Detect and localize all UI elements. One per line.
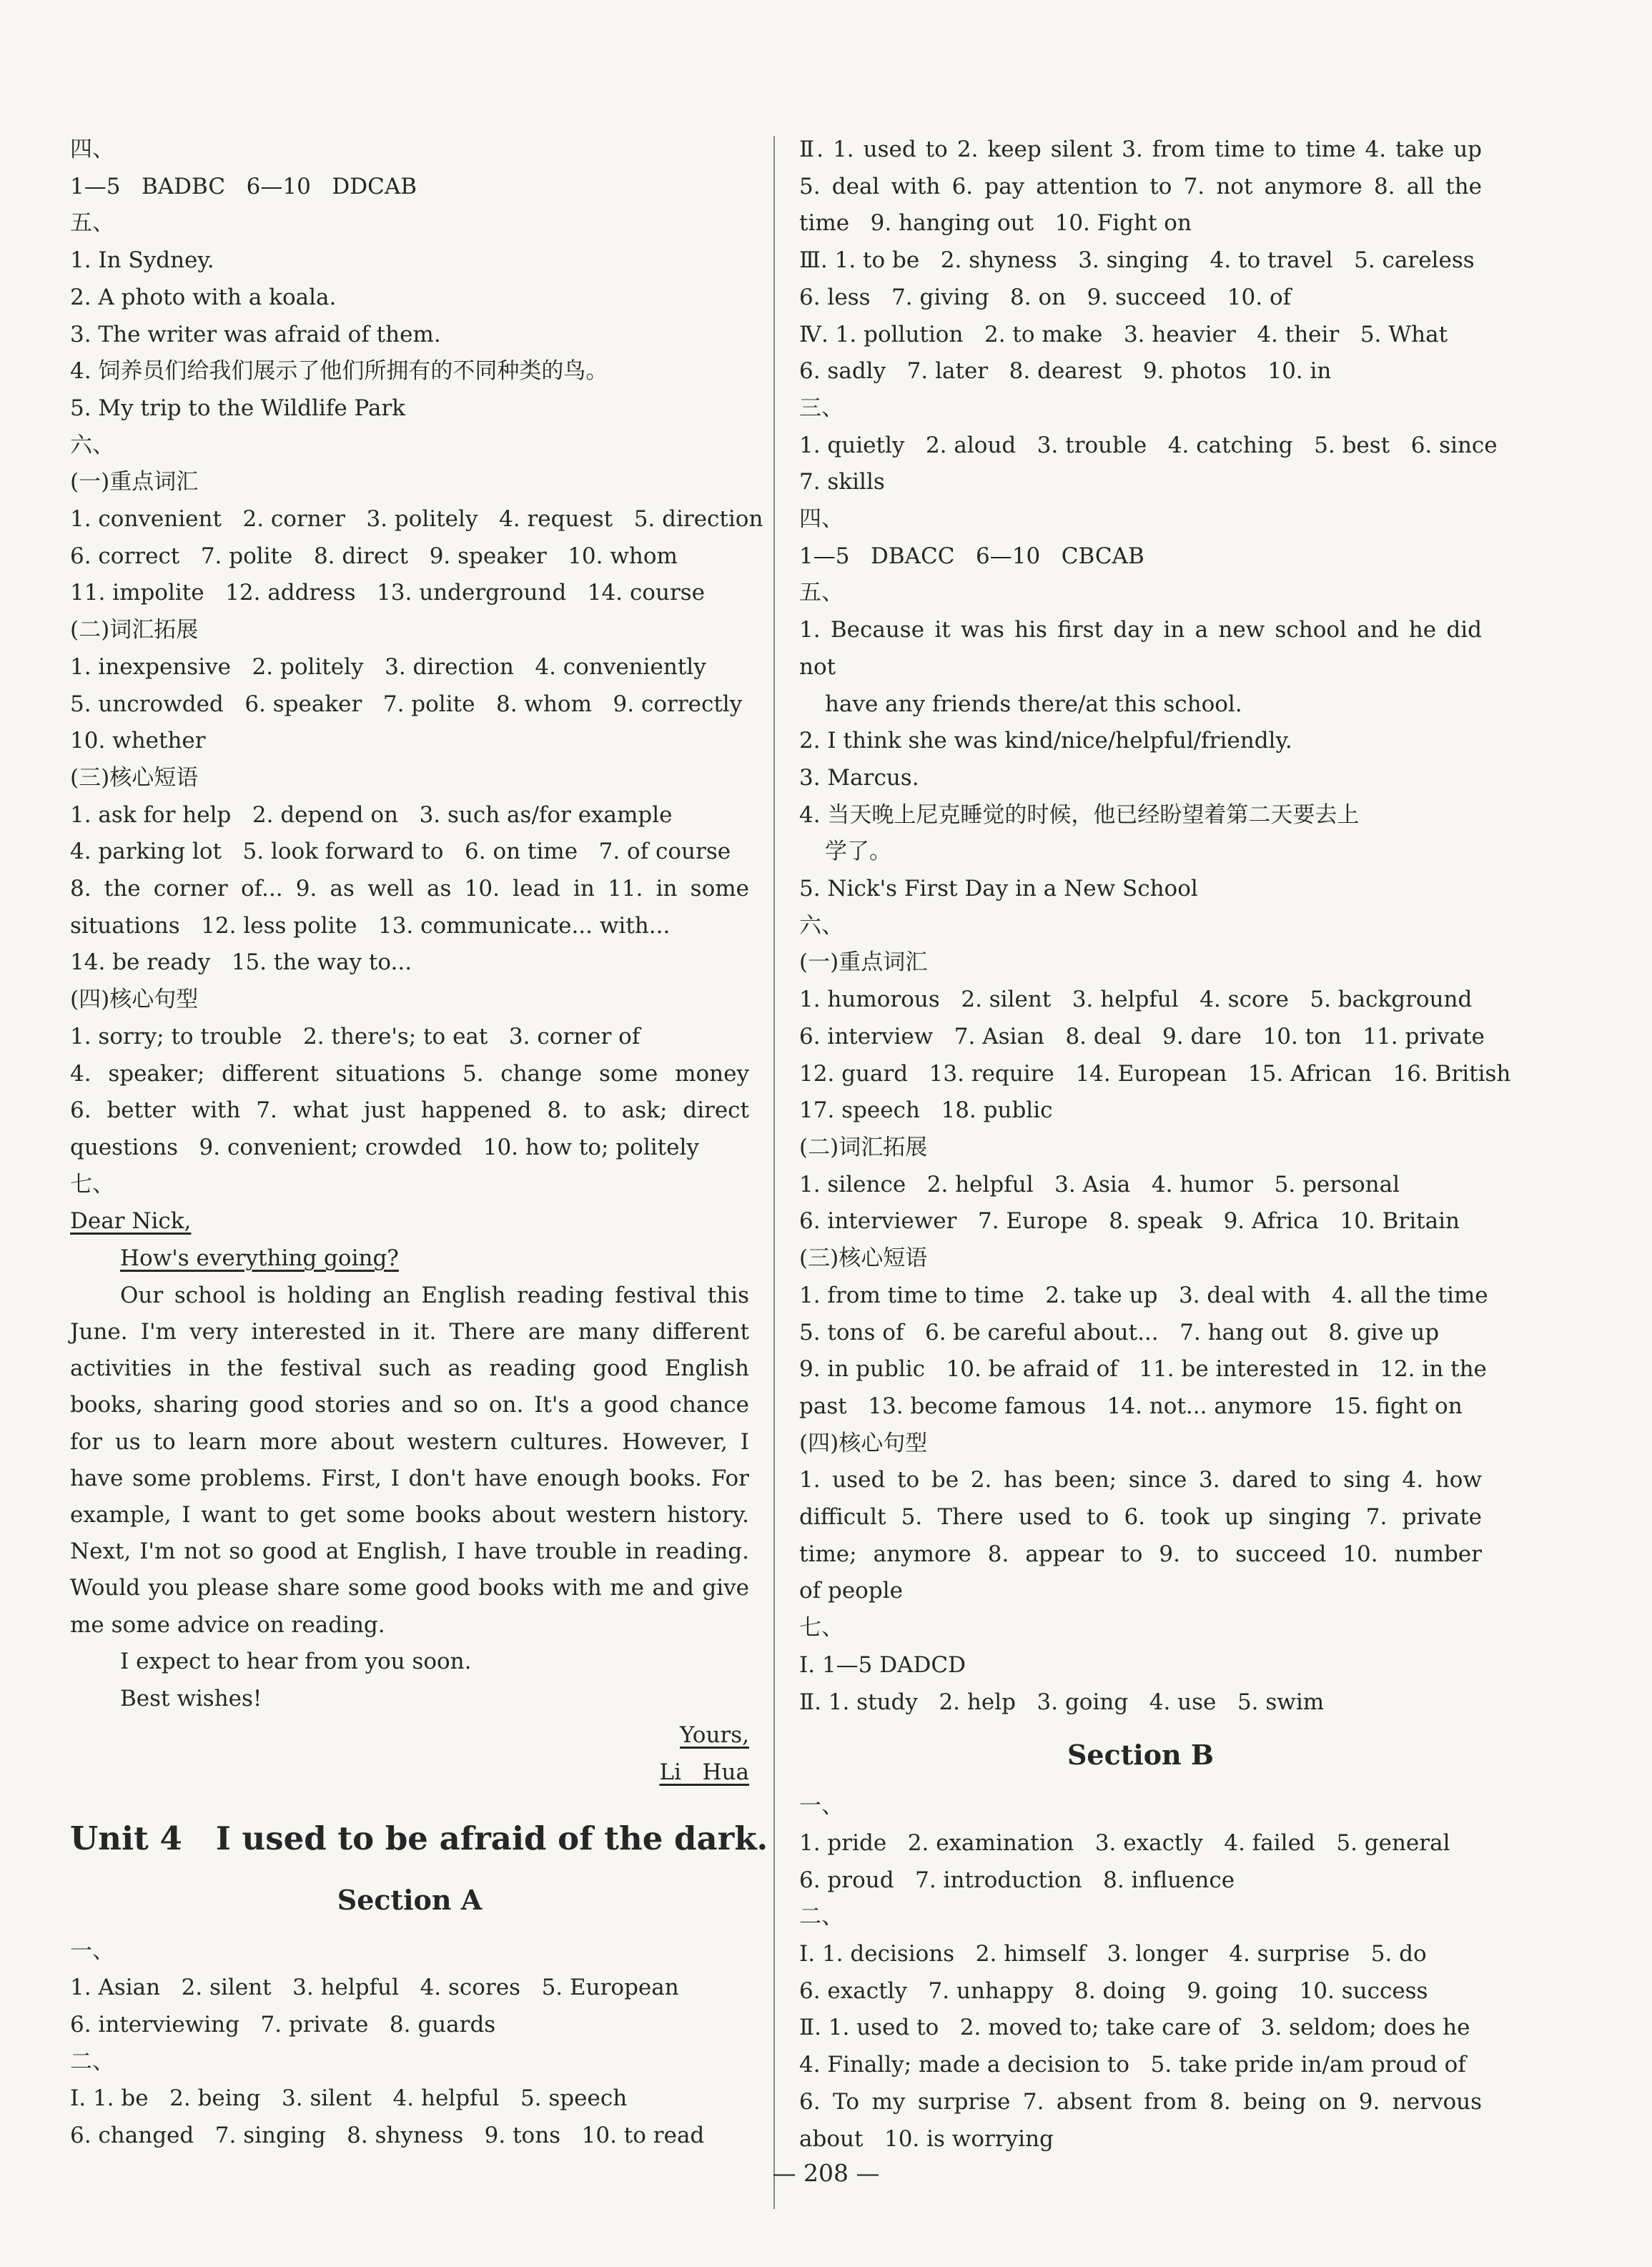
answer-line: 1—5 BADBC 6—10 DDCAB bbox=[70, 173, 417, 199]
answer-line: of people bbox=[799, 1578, 903, 1604]
letter-greeting: Dear Nick, bbox=[70, 1208, 192, 1235]
answer-line: time 9. hanging out 10. Fight on bbox=[799, 210, 1192, 237]
column-divider bbox=[773, 136, 775, 2209]
answer-line: 1—5 DBACC 6—10 CBCAB bbox=[799, 543, 1144, 569]
answer-line: have any friends there/at this school. bbox=[825, 691, 1242, 717]
answer-line: 四、 bbox=[799, 506, 844, 533]
answer-line: 12. guard 13. require 14. European 15. African 16. British bbox=[799, 1060, 1511, 1087]
answer-line: 4. 当天晚上尼克睡觉的时候，他已经盼望着第二天要去上 bbox=[799, 801, 1360, 828]
answer-line: 5. My trip to the Wildlife Park bbox=[70, 395, 406, 421]
answer-line: (四)核心句型 bbox=[799, 1430, 928, 1456]
answer-line: 4. speaker; different situations 5. change some money bbox=[70, 1060, 749, 1087]
answer-line: 6. To my surprise 7. absent from 8. being on 9. nervous bbox=[799, 2088, 1482, 2115]
letter-opening: How's everything going? bbox=[120, 1245, 399, 1272]
answer-line: 10. whether bbox=[70, 728, 206, 754]
answer-line: 二、 bbox=[799, 1904, 844, 1930]
answer-line: 1. sorry; to trouble 2. there's; to eat 3. corner of bbox=[70, 1023, 640, 1049]
answer-line: 2. A photo with a koala. bbox=[70, 284, 337, 310]
answer-line: questions 9. convenient; crowded 10. how to; politely bbox=[70, 1134, 699, 1160]
answer-line: 1. quietly 2. aloud 3. trouble 4. catching 5. best 6. since bbox=[799, 432, 1498, 458]
answer-line: (二)词汇拓展 bbox=[70, 617, 199, 643]
answer-line: 5. deal with 6. pay attention to 7. not anymore 8. all the bbox=[799, 173, 1482, 199]
answer-line: 六、 bbox=[70, 432, 114, 458]
answer-line: Ⅳ. 1. pollution 2. to make 3. heavier 4. their 5. What bbox=[799, 321, 1448, 347]
letter bbox=[70, 1203, 749, 1791]
answer-line: 三、 bbox=[799, 395, 844, 421]
answer-line: 1. from time to time 2. take up 3. deal with 4. all the time bbox=[799, 1282, 1488, 1308]
answer-line: 8. the corner of... 9. as well as 10. lead in 11. in some bbox=[70, 876, 749, 902]
letter-sign-off: Yours, bbox=[680, 1722, 749, 1749]
answer-line: 四、 bbox=[70, 137, 114, 162]
answer-line: 6. interviewer 7. Europe 8. speak 9. Africa 10. Britain bbox=[799, 1208, 1460, 1235]
answer-line: 五、 bbox=[70, 210, 114, 237]
answer-line: 4. Finally; made a decision to 5. take pride in/am proud of bbox=[799, 2052, 1466, 2078]
unit-title: Unit 4 I used to be afraid of the dark. bbox=[70, 1819, 768, 1857]
answer-line: 6. less 7. giving 8. on 9. succeed 10. of bbox=[799, 284, 1292, 310]
answer-line: 学了。 bbox=[825, 839, 891, 865]
answer-line: 1. pride 2. examination 3. exactly 4. failed 5. general bbox=[799, 1829, 1450, 1856]
answer-line: 4. parking lot 5. look forward to 6. on time 7. of course bbox=[70, 839, 731, 865]
answer-line: (一)重点词汇 bbox=[70, 469, 199, 495]
answer-line: 6. proud 7. introduction 8. influence bbox=[799, 1867, 1235, 1893]
answer-line: past 13. become famous 14. not... anymore 15. fight on bbox=[799, 1393, 1463, 1419]
answer-line: 一、 bbox=[799, 1793, 844, 1819]
answer-line: about 10. is worrying bbox=[799, 2125, 1054, 2152]
letter-closing-2: Best wishes! bbox=[120, 1685, 262, 1712]
answer-line: 1. Because it was his first day in a new school and he did not bbox=[799, 617, 1482, 680]
section-a-heading: Section A bbox=[337, 1883, 483, 1916]
answer-line: 9. in public 10. be afraid of 11. be interested in 12. in the bbox=[799, 1356, 1487, 1383]
answer-line: 六、 bbox=[799, 912, 844, 939]
answer-line: (三)核心短语 bbox=[799, 1245, 928, 1272]
answer-line: 五、 bbox=[799, 580, 844, 606]
letter-closing-1: I expect to hear from you soon. bbox=[120, 1648, 472, 1674]
answer-line: 5. tons of 6. be careful about... 7. hang out 8. give up bbox=[799, 1319, 1440, 1345]
answer-line: 七、 bbox=[70, 1171, 114, 1197]
answer-line: 2. I think she was kind/nice/helpful/friendly. bbox=[799, 728, 1292, 754]
answer-line: Ⅰ. 1—5 DADCD bbox=[799, 1651, 966, 1678]
section-b-heading: Section B bbox=[1067, 1739, 1215, 1772]
answer-line: Ⅰ. 1. be 2. being 3. silent 4. helpful 5. speech bbox=[70, 2085, 628, 2112]
answer-line: 14. be ready 15. the way to... bbox=[70, 949, 412, 976]
answer-line: 1. convenient 2. corner 3. politely 4. request 5. direction bbox=[70, 506, 763, 533]
answer-line: 1. humorous 2. silent 3. helpful 4. score 5. background bbox=[799, 987, 1473, 1013]
answer-line: 1. used to be 2. has been; since 3. dared to sing 4. how bbox=[799, 1467, 1482, 1493]
right-column bbox=[799, 132, 1511, 2158]
answer-line: 七、 bbox=[799, 1615, 844, 1641]
answer-line: 11. impolite 12. address 13. underground 14. course bbox=[70, 580, 706, 606]
answer-line: difficult 5. There used to 6. took up singing 7. private bbox=[799, 1504, 1482, 1531]
letter-signature: Li Hua bbox=[659, 1759, 749, 1785]
answer-line: 3. The writer was afraid of them. bbox=[70, 321, 441, 347]
letter-body: Our school is holding an English reading festival this June. I'm very interested in it. There are many different activities in the festival such as reading good English books, sharing good stories and so on. It's a good chance for us to learn more about western cultures. However, I have some problems. First, I don't have enough books. For example, I want to get some books about western history. Next, I'm not so good at English, I have trouble in reading. Would you please share some good books with me and give me some advice on reading. bbox=[70, 1282, 749, 1638]
answer-line: 6. correct 7. polite 8. direct 9. speaker 10. whom bbox=[70, 543, 678, 569]
answer-line: 6. interviewing 7. private 8. guards bbox=[70, 2012, 496, 2038]
section-a-answers bbox=[70, 1933, 749, 2155]
answer-line: Ⅲ. 1. to be 2. shyness 3. singing 4. to travel 5. careless bbox=[799, 247, 1475, 274]
answer-line: 1. ask for help 2. depend on 3. such as/for example bbox=[70, 801, 673, 828]
right-answer-block bbox=[799, 132, 1511, 1721]
answer-line: situations 12. less polite 13. communicate... with... bbox=[70, 912, 671, 939]
answer-line: 1. Asian 2. silent 3. helpful 4. scores 5. European bbox=[70, 1975, 679, 2001]
answer-line: Ⅰ. 1. decisions 2. himself 3. longer 4. surprise 5. do bbox=[799, 1941, 1427, 1967]
answer-line: Ⅱ. 1. used to 2. keep silent 3. from time to time 4. take up bbox=[799, 137, 1482, 162]
section-b-answers bbox=[799, 1788, 1482, 2158]
answer-line: 二、 bbox=[70, 2048, 114, 2075]
answer-line: 4. 饲养员们给我们展示了他们所拥有的不同种类的鸟。 bbox=[70, 358, 608, 385]
answer-line: Ⅱ. 1. used to 2. moved to; take care of 3. seldom; does he bbox=[799, 2015, 1470, 2041]
answer-line: 一、 bbox=[70, 1937, 114, 1964]
answer-line: Ⅱ. 1. study 2. help 3. going 4. use 5. swim bbox=[799, 1689, 1325, 1715]
answer-line: 7. skills bbox=[799, 469, 885, 495]
left-column bbox=[70, 132, 768, 2155]
answer-line: 1. inexpensive 2. politely 3. direction 4. conveniently bbox=[70, 653, 706, 680]
answer-line: 5. uncrowded 6. speaker 7. polite 8. whom 9. correctly bbox=[70, 691, 743, 717]
answer-line: 1. In Sydney. bbox=[70, 247, 214, 274]
page-number: — 208 — bbox=[772, 2159, 880, 2187]
answer-line: 3. Marcus. bbox=[799, 764, 919, 791]
answer-line: (三)核心短语 bbox=[70, 764, 199, 791]
answer-line: 6. exactly 7. unhappy 8. doing 9. going 10. success bbox=[799, 1977, 1428, 2004]
answer-line: 6. changed 7. singing 8. shyness 9. tons 10. to read bbox=[70, 2123, 705, 2149]
answer-line: time; anymore 8. appear to 9. to succeed 10. number bbox=[799, 1541, 1482, 1567]
answer-line: 6. sadly 7. later 8. dearest 9. photos 10. in bbox=[799, 358, 1332, 385]
answer-line: 6. interview 7. Asian 8. deal 9. dare 10. ton 11. private bbox=[799, 1023, 1485, 1049]
answer-line: 6. better with 7. what just happened 8. to ask; direct bbox=[70, 1097, 749, 1124]
answer-line: 1. silence 2. helpful 3. Asia 4. humor 5. personal bbox=[799, 1171, 1400, 1197]
left-answer-block bbox=[70, 132, 763, 1203]
answer-line: (一)重点词汇 bbox=[799, 949, 928, 976]
answer-line: 17. speech 18. public bbox=[799, 1097, 1053, 1124]
answer-line: 5. Nick's First Day in a New School bbox=[799, 876, 1198, 902]
answer-line: (四)核心句型 bbox=[70, 987, 199, 1013]
answer-line: (二)词汇拓展 bbox=[799, 1134, 928, 1160]
